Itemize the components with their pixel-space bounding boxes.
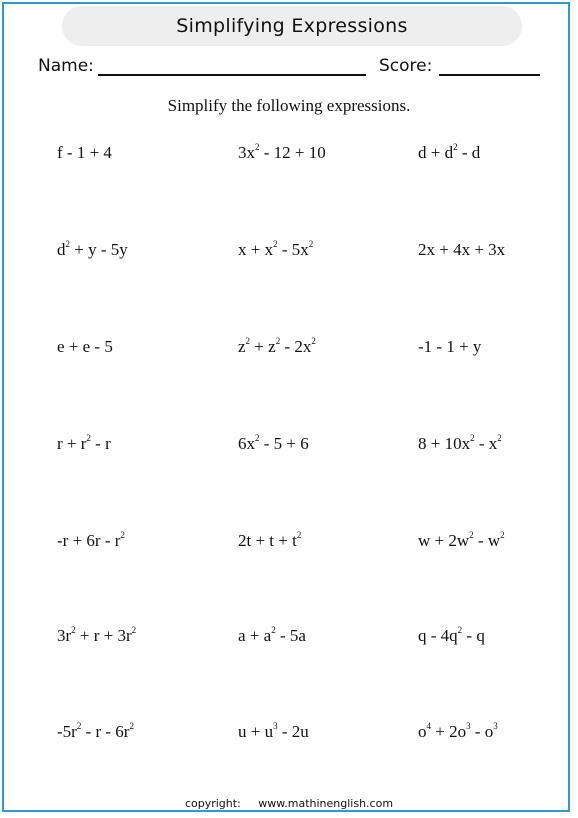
problem-14: $2t + t + t^2$: [238, 530, 302, 550]
problem-19: $-5r^2$ - r - $6r^2$: [57, 721, 134, 741]
problem-4: $d^2 + y - 5y$: [57, 239, 128, 259]
problem-13: $-r + 6r - r^2$: [57, 530, 125, 550]
problem-20: $u + u^3 - 2u$: [238, 721, 309, 741]
name-blank-line: [98, 74, 366, 76]
problem-12: $8 + 10x^2 - x^2$: [418, 433, 502, 453]
name-score-row: [38, 56, 548, 80]
problem-5: $x + x^2 - 5x^2$: [238, 239, 314, 259]
problem-2: $3x^2 - 12 + 10$: [238, 142, 326, 162]
problem-6: 2x + 4x + 3x: [418, 240, 506, 259]
score-blank-line: [439, 74, 540, 76]
problem-21: $o^4 + 2o^3 - o^3$: [418, 721, 498, 741]
score-label: Score:: [379, 56, 433, 76]
problem-3: $d + d^2 - d$: [418, 142, 481, 162]
copyright-label: copyright:: [184, 797, 241, 810]
problem-17: $a + a^2 - 5a$: [238, 625, 306, 645]
problem-15: $w + 2w^2 - w^2$: [418, 530, 505, 550]
page-title: Simplifying Expressions: [176, 15, 408, 37]
website-link: www.mathinenglish.com: [258, 797, 394, 810]
problem-16: $3r^2 + r + 3r^2$: [57, 625, 137, 645]
worksheet-border: [2, 2, 570, 812]
title-banner: [62, 6, 522, 46]
problem-18: q - $4q^2$ - q: [418, 625, 485, 645]
problem-8: $z^2 + z^2 - 2x^2$: [238, 336, 316, 356]
problem-1: f - 1 + 4: [57, 143, 112, 162]
problem-11: $6x^2 - 5 + 6$: [238, 433, 309, 453]
footer: [0, 797, 578, 810]
problem-9: -1 - 1 + y: [418, 337, 482, 356]
name-label: Name:: [38, 56, 94, 76]
problem-7: e + e - 5: [57, 337, 113, 356]
instructions: Simplify the following expressions.: [167, 96, 411, 115]
problem-10: $r + r^2 - r$: [57, 433, 111, 453]
